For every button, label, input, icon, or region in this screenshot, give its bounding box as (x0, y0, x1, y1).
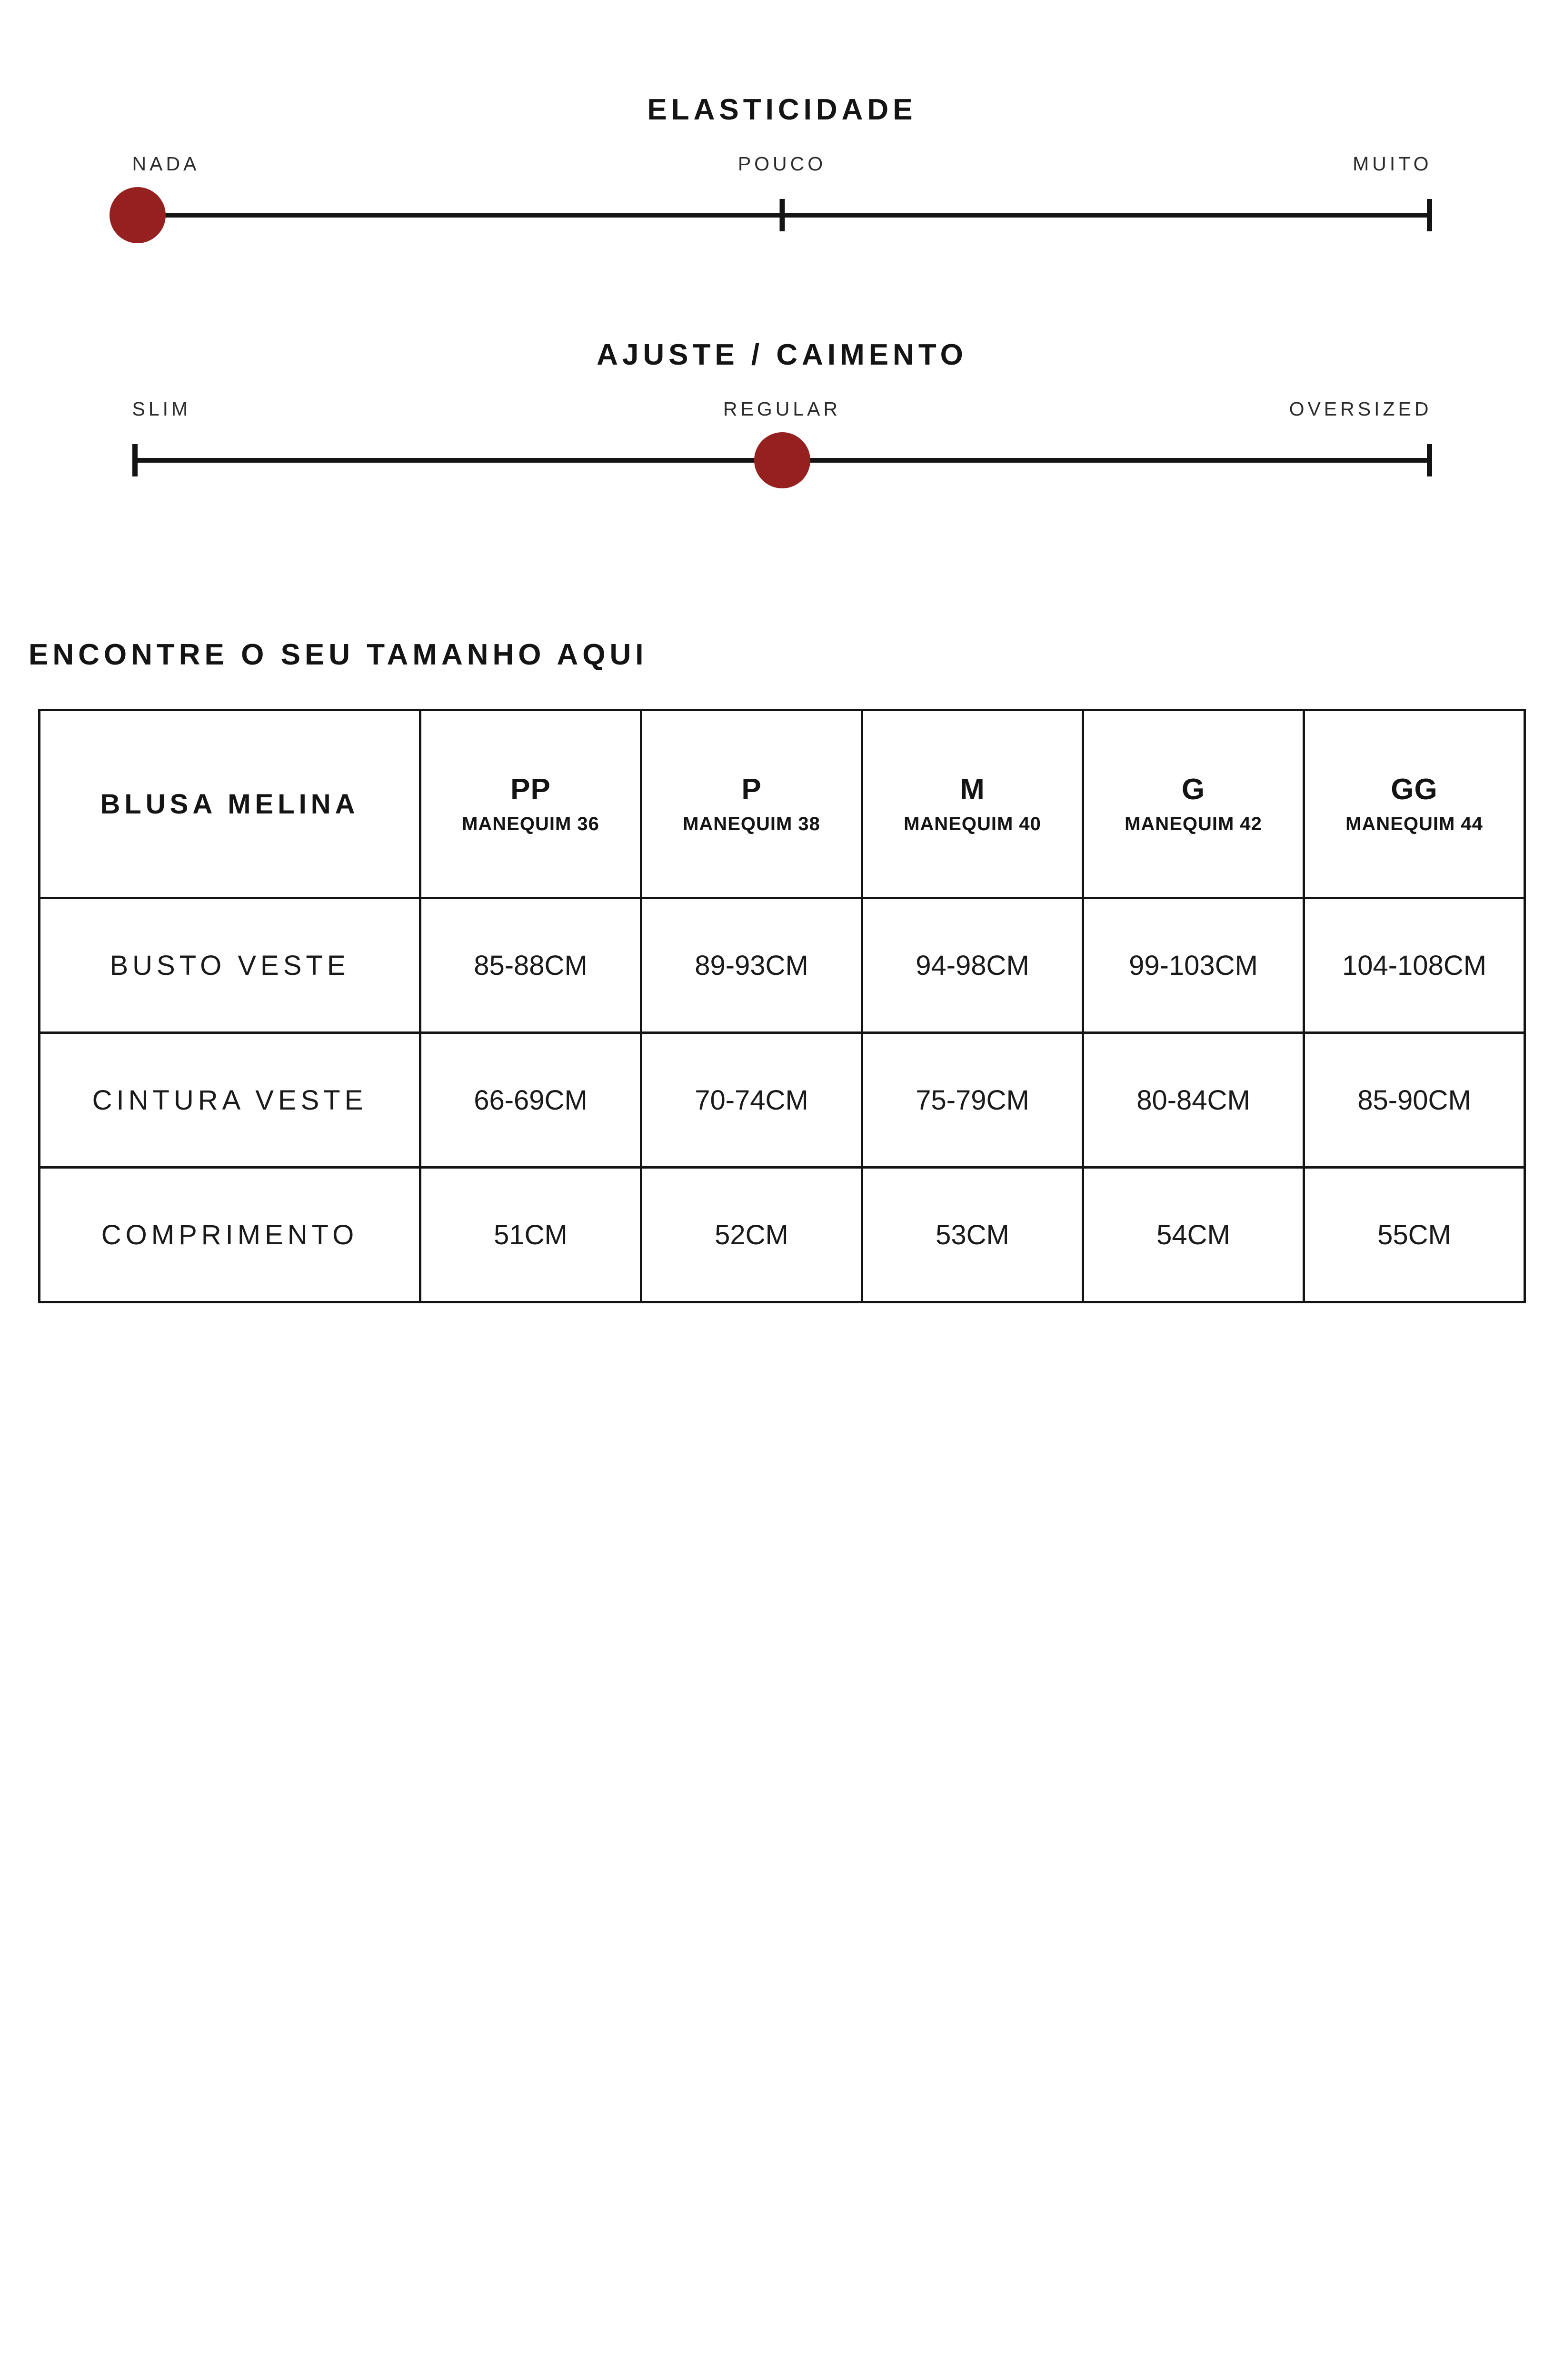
size-manequim-gg: MANEQUIM 44 (1345, 813, 1483, 835)
busto-g: 99-103CM (1083, 898, 1304, 1033)
size-letter-m: M (960, 773, 985, 806)
product-name-cell (40, 710, 420, 898)
fit-scale (132, 398, 1432, 481)
size-guide-page (0, 93, 1564, 2380)
size-manequim-g: MANEQUIM 42 (1125, 813, 1262, 835)
elasticity-scale-section (0, 93, 1564, 236)
elasticity-title: ELASTICIDADE (647, 93, 917, 126)
table-row (40, 1168, 1525, 1302)
elasticity-scale-track (132, 193, 1432, 236)
table-header-row (40, 710, 1525, 898)
comprimento-g: 54CM (1083, 1168, 1304, 1302)
size-manequim-m: MANEQUIM 40 (904, 813, 1041, 835)
elasticity-label-nada: NADA (132, 153, 200, 175)
elasticity-tick-middle (779, 199, 785, 231)
fit-label-regular: REGULAR (723, 398, 841, 420)
size-manequim-p: MANEQUIM 38 (683, 813, 820, 835)
row-label-busto: BUSTO VESTE (40, 898, 420, 1033)
fit-title: AJUSTE / CAIMENTO (597, 338, 967, 371)
product-name: BLUSA MELINA (100, 788, 359, 820)
size-letter-gg: GG (1391, 773, 1438, 806)
busto-gg: 104-108CM (1304, 898, 1525, 1033)
cintura-m: 75-79CM (862, 1033, 1083, 1168)
size-column-pp (420, 710, 641, 898)
fit-scale-labels (132, 398, 1432, 427)
fit-scale-track (132, 438, 1432, 481)
size-column-g (1083, 710, 1304, 898)
table-row (40, 1033, 1525, 1168)
table-row (40, 898, 1525, 1033)
cintura-pp: 66-69CM (420, 1033, 641, 1168)
size-column-p (641, 710, 862, 898)
fit-scale-section (0, 338, 1564, 481)
elasticity-selected-marker (110, 187, 166, 243)
busto-p: 89-93CM (641, 898, 862, 1033)
size-table (38, 709, 1526, 1303)
comprimento-pp: 51CM (420, 1168, 641, 1302)
cintura-gg: 85-90CM (1304, 1033, 1525, 1168)
fit-tick-left (132, 444, 138, 476)
elasticity-tick-right (1427, 199, 1432, 231)
size-letter-g: G (1181, 773, 1205, 806)
comprimento-p: 52CM (641, 1168, 862, 1302)
cintura-g: 80-84CM (1083, 1033, 1304, 1168)
elasticity-scale (132, 153, 1432, 236)
size-table-heading: ENCONTRE O SEU TAMANHO AQUI (29, 638, 648, 671)
comprimento-m: 53CM (862, 1168, 1083, 1302)
busto-m: 94-98CM (862, 898, 1083, 1033)
size-table-section (0, 638, 1564, 1303)
fit-tick-right (1427, 444, 1432, 476)
comprimento-gg: 55CM (1304, 1168, 1525, 1302)
busto-pp: 85-88CM (420, 898, 641, 1033)
elasticity-label-pouco: POUCO (737, 153, 827, 175)
row-label-cintura: CINTURA VESTE (40, 1033, 420, 1168)
fit-label-oversized: OVERSIZED (1289, 398, 1432, 420)
size-manequim-pp: MANEQUIM 36 (462, 813, 599, 835)
size-letter-p: P (741, 773, 762, 806)
row-label-comprimento: COMPRIMENTO (40, 1168, 420, 1302)
elasticity-label-muito: MUITO (1353, 153, 1432, 175)
size-letter-pp: PP (510, 773, 551, 806)
size-column-m (862, 710, 1083, 898)
fit-selected-marker (754, 432, 810, 488)
size-column-gg (1304, 710, 1525, 898)
elasticity-scale-labels (132, 153, 1432, 182)
cintura-p: 70-74CM (641, 1033, 862, 1168)
fit-label-slim: SLIM (132, 398, 191, 420)
